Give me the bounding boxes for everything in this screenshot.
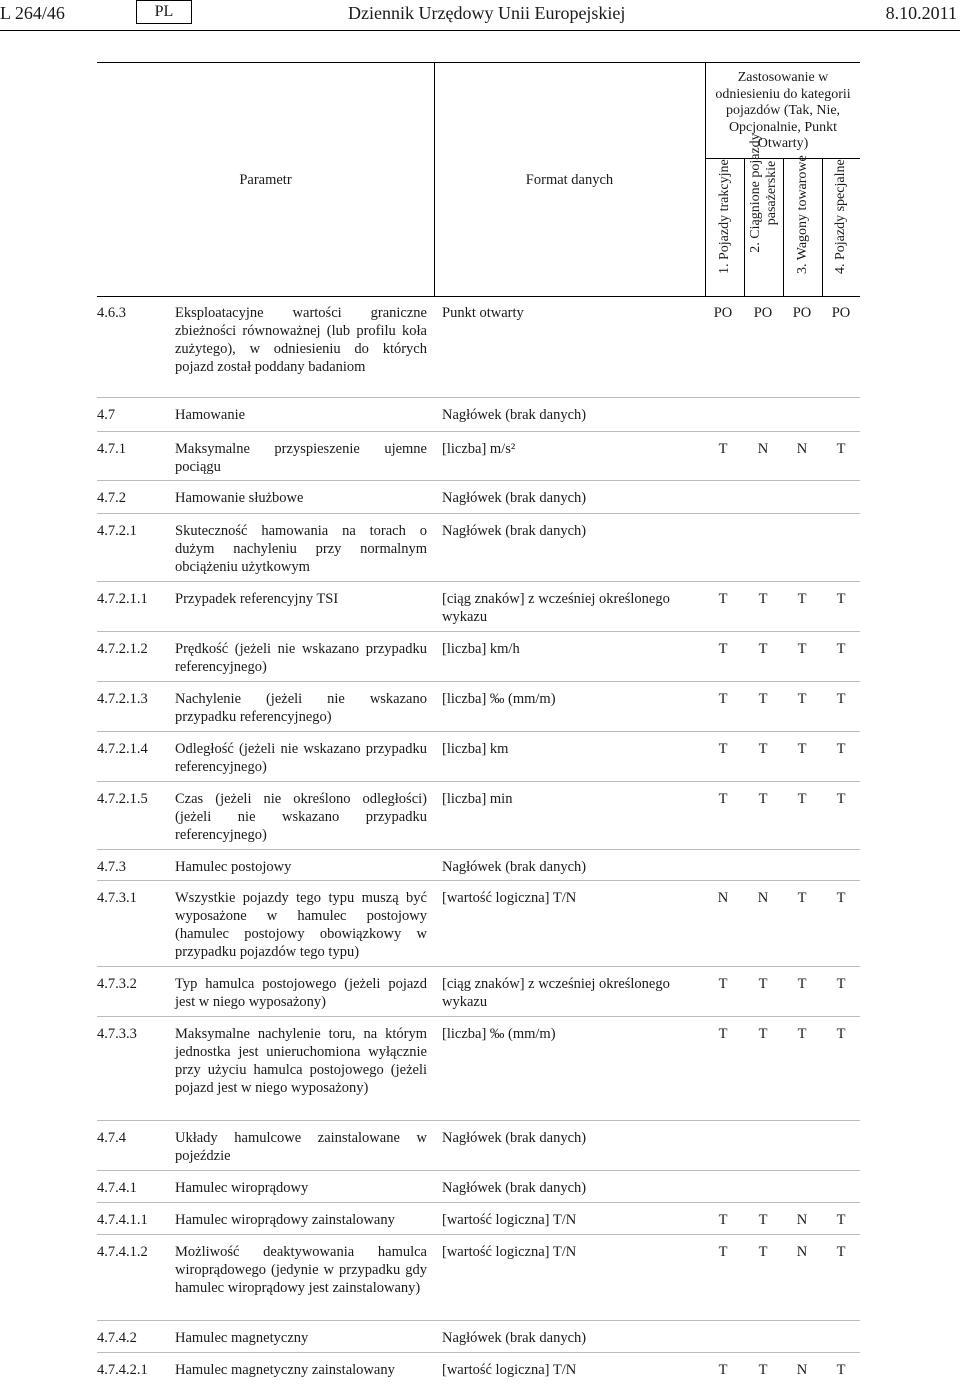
header-category-4-label: 4. Pojazdy specjalne (833, 159, 848, 274)
row-application-cat-1: T (718, 1362, 728, 1378)
header-category-1 (705, 160, 744, 290)
row-separator (97, 1234, 860, 1235)
row-parameter: Hamulec wiroprądowy (175, 1180, 309, 1196)
row-format: Nagłówek (brak danych) (442, 1330, 587, 1346)
row-application-cat-3: T (797, 791, 807, 807)
row-parameter: Maksymalne nachylenie toru, na którym jednostka jest unieruchomiona wyłącznie przy użyciu hamulca postojowego (jeżeli pojazd jest w niego wyposażony) (175, 1026, 427, 1096)
table-header-bottom-border (97, 296, 860, 297)
row-parameter: Hamowanie (175, 407, 246, 423)
row-format: Nagłówek (brak danych) (442, 1130, 587, 1146)
row-format: [liczba] km/h (442, 641, 520, 657)
row-application-cat-1: T (718, 591, 728, 607)
row-separator (97, 431, 860, 432)
row-application-cat-3: T (797, 741, 807, 757)
row-parameter: Eksploatacyjne wartości graniczne zbieżności równoważnej (lub profilu koła zużytego), w odniesieniu do których pojazd został poddany badaniom (175, 305, 427, 375)
row-number: 4.6.3 (97, 305, 126, 321)
row-application-cat-3: N (796, 1212, 808, 1228)
row-number: 4.7.4 (97, 1130, 126, 1146)
row-parameter: Hamulec wiroprądowy zainstalowany (175, 1212, 395, 1228)
header-application: Zastosowanie w odniesieniu do kategorii pojazdów (Tak, Nie, Opcjonalnie, Punkt Otwarty) (715, 70, 851, 151)
row-application-cat-2: T (758, 976, 768, 992)
row-parameter: Maksymalne przyspieszenie ujemne pociągu (175, 441, 427, 475)
row-number: 4.7.3 (97, 859, 126, 875)
page-reference: L 264/46 (0, 3, 65, 23)
row-application-cat-4: T (836, 976, 846, 992)
row-application-cat-4: T (836, 1212, 846, 1228)
row-number: 4.7.2.1.1 (97, 591, 148, 607)
row-parameter: Typ hamulca postojowego (jeżeli pojazd jest w niego wyposażony) (175, 976, 427, 1010)
row-separator (97, 1202, 860, 1203)
row-application-cat-3: T (797, 1026, 807, 1042)
row-application-cat-1: T (718, 1244, 728, 1260)
row-application-cat-3: N (796, 1244, 808, 1260)
row-application-cat-3: T (797, 691, 807, 707)
row-application-cat-3: T (797, 641, 807, 657)
row-separator (97, 1352, 860, 1353)
row-format: [ciąg znaków] z wcześniej określonego wykazu (442, 976, 670, 1010)
row-application-cat-4: T (836, 441, 846, 457)
row-format: Nagłówek (brak danych) (442, 859, 587, 875)
row-separator (97, 781, 860, 782)
row-number: 4.7.4.1.1 (97, 1212, 148, 1228)
row-application-cat-1: T (718, 641, 728, 657)
row-format: Nagłówek (brak danych) (442, 490, 587, 506)
row-application-cat-1: T (718, 441, 728, 457)
row-application-cat-2: T (758, 741, 768, 757)
row-application-cat-4: T (836, 591, 846, 607)
row-format: [liczba] min (442, 791, 513, 807)
row-application-cat-3: N (796, 441, 808, 457)
row-separator (97, 397, 860, 398)
row-parameter: Hamulec magnetyczny zainstalowany (175, 1362, 395, 1378)
row-application-cat-3: T (797, 591, 807, 607)
row-separator (97, 880, 860, 881)
row-application-cat-1: T (718, 1026, 728, 1042)
row-application-cat-4: T (836, 1026, 846, 1042)
row-parameter: Układy hamulcowe zainstalowane w pojeździe (175, 1130, 427, 1164)
row-parameter: Hamulec magnetyczny (175, 1330, 309, 1346)
row-format: [wartość logiczna] T/N (442, 1362, 577, 1378)
row-number: 4.7.2.1.3 (97, 691, 148, 707)
row-parameter: Wszystkie pojazdy tego typu muszą być wyposażone w hamulec postojowy (hamulec postojowy obowiązkowy w przypadku pojazdów tego typu) (175, 890, 427, 960)
row-separator (97, 1320, 860, 1321)
row-separator (97, 1170, 860, 1171)
row-number: 4.7.4.2.1 (97, 1362, 148, 1378)
publication-date: 8.10.2011 (885, 3, 957, 23)
row-parameter: Przypadek referencyjny TSI (175, 591, 339, 607)
row-number: 4.7.4.1.2 (97, 1244, 148, 1260)
row-number: 4.7.1 (97, 441, 126, 457)
row-application-cat-1: N (717, 890, 729, 906)
header-format: Format danych (525, 172, 614, 188)
journal-title: Dziennik Urzędowy Unii Europejskiej (348, 3, 626, 23)
header-category-2 (744, 133, 783, 290)
row-format: [liczba] km (442, 741, 509, 757)
row-application-cat-2: T (758, 791, 768, 807)
row-application-cat-4: T (836, 741, 846, 757)
row-application-cat-2: T (758, 1026, 768, 1042)
row-application-cat-2: T (758, 1212, 768, 1228)
row-format: Nagłówek (brak danych) (442, 407, 587, 423)
header-category-4 (822, 160, 860, 290)
row-application-cat-3: PO (792, 305, 812, 321)
row-application-cat-1: T (718, 741, 728, 757)
row-application-cat-1: T (718, 976, 728, 992)
row-parameter: Skuteczność hamowania na torach o dużym nachyleniu przy normalnym obciążeniu użytkowym (175, 523, 427, 575)
row-number: 4.7.3.2 (97, 976, 137, 992)
row-application-cat-4: PO (831, 305, 851, 321)
row-format: [liczba] ‰ (mm/m) (442, 691, 556, 707)
language-badge: PL (136, 0, 192, 24)
row-separator (97, 681, 860, 682)
row-format: Punkt otwarty (442, 305, 524, 321)
row-parameter: Czas (jeżeli nie określono odległości) (jeżeli nie wskazano przypadku referencyjnego) (175, 791, 427, 843)
row-application-cat-2: T (758, 1244, 768, 1260)
row-application-cat-2: T (758, 1362, 768, 1378)
header-category-2-label: 2. Ciągnione pojazdy pasażerskie (747, 133, 779, 253)
row-format: [ciąg znaków] z wcześniej określonego wykazu (442, 591, 670, 625)
row-number: 4.7.4.1 (97, 1180, 137, 1196)
row-number: 4.7.2.1.4 (97, 741, 148, 757)
row-application-cat-1: T (718, 1212, 728, 1228)
row-parameter: Możliwość deaktywowania hamulca wiroprądowego (jedynie w przypadku gdy hamulec wiroprądowy jest zainstalowany) (175, 1244, 427, 1296)
row-format: Nagłówek (brak danych) (442, 1180, 587, 1196)
row-application-cat-1: T (718, 691, 728, 707)
row-separator (97, 966, 860, 967)
row-number: 4.7.2.1.2 (97, 641, 148, 657)
header-category-3 (783, 155, 822, 290)
row-separator (97, 1120, 860, 1121)
row-application-cat-4: T (836, 691, 846, 707)
row-format: [liczba] m/s² (442, 441, 516, 457)
row-number: 4.7.2.1.5 (97, 791, 148, 807)
header-divider (0, 30, 960, 31)
row-application-cat-2: PO (753, 305, 773, 321)
row-number: 4.7.2.1 (97, 523, 137, 539)
row-separator (97, 513, 860, 514)
header-category-3-label: 3. Wagony towarowe (794, 155, 810, 274)
row-number: 4.7.3.3 (97, 1026, 137, 1042)
row-number: 4.7.3.1 (97, 890, 137, 906)
row-application-cat-2: T (758, 591, 768, 607)
row-format: [wartość logiczna] T/N (442, 1212, 577, 1228)
row-number: 4.7.4.2 (97, 1330, 137, 1346)
row-separator (97, 480, 860, 481)
row-application-cat-1: T (718, 791, 728, 807)
row-application-cat-4: T (836, 890, 846, 906)
table-top-border (97, 62, 860, 63)
row-separator (97, 581, 860, 582)
row-format: [wartość logiczna] T/N (442, 890, 577, 906)
row-parameter: Prędkość (jeżeli nie wskazano przypadku referencyjnego) (175, 641, 427, 675)
row-format: [liczba] ‰ (mm/m) (442, 1026, 556, 1042)
row-format: [wartość logiczna] T/N (442, 1244, 577, 1260)
row-separator (97, 731, 860, 732)
row-parameter: Hamulec postojowy (175, 859, 292, 875)
row-separator (97, 631, 860, 632)
row-application-cat-3: T (797, 976, 807, 992)
row-application-cat-4: T (836, 1244, 846, 1260)
row-parameter: Odległość (jeżeli nie wskazano przypadku referencyjnego) (175, 741, 427, 775)
row-application-cat-3: T (797, 890, 807, 906)
row-application-cat-2: T (758, 641, 768, 657)
header-category-1-label: 1. Pojazdy trakcyjne (716, 159, 732, 274)
row-application-cat-3: N (796, 1362, 808, 1378)
row-application-cat-2: N (757, 890, 769, 906)
row-parameter: Nachylenie (jeżeli nie wskazano przypadku referencyjnego) (175, 691, 427, 725)
row-application-cat-4: T (836, 641, 846, 657)
header-parameter: Parametr (239, 172, 292, 188)
row-separator (97, 849, 860, 850)
row-number: 4.7.2 (97, 490, 126, 506)
row-format: Nagłówek (brak danych) (442, 523, 587, 539)
row-application-cat-4: T (836, 791, 846, 807)
row-parameter: Hamowanie służbowe (175, 490, 304, 506)
row-application-cat-2: T (758, 691, 768, 707)
row-application-cat-2: N (757, 441, 769, 457)
row-application-cat-1: PO (713, 305, 733, 321)
row-number: 4.7 (97, 407, 116, 423)
page-header (0, 0, 960, 30)
row-application-cat-4: T (836, 1362, 846, 1378)
row-separator (97, 1016, 860, 1017)
